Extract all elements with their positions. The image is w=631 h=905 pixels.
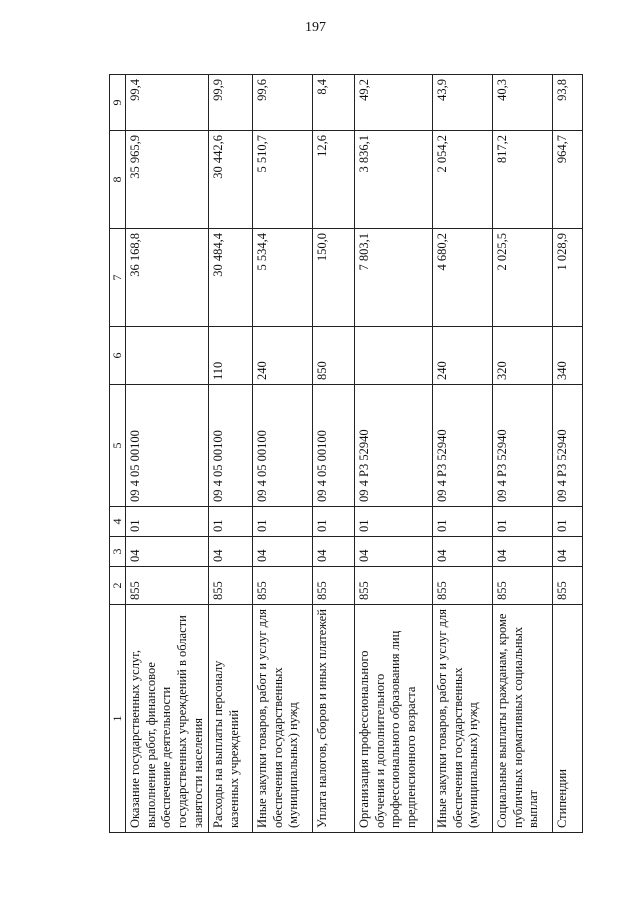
header-col-1: 1: [110, 605, 126, 833]
header-col-4: 4: [110, 507, 126, 537]
row-expense-type: 340: [553, 327, 583, 385]
row-target-code: 09 4 05 00100: [126, 385, 209, 507]
header-row: [110, 75, 126, 833]
table-row: [126, 75, 209, 833]
row-ministry-code: 855: [355, 567, 433, 605]
row-executed: 2 054,2: [433, 131, 493, 229]
row-ministry-code: 855: [126, 567, 209, 605]
row-executed: 3 836,1: [355, 131, 433, 229]
table-container: [109, 75, 583, 833]
row-ministry-code: 855: [433, 567, 493, 605]
row-target-code: 09 4 05 00100: [253, 385, 313, 507]
row-description: Уплата налогов, сборов и иных платежей: [313, 605, 355, 833]
row-section-code: 04: [493, 537, 553, 567]
header-col-5: 5: [110, 385, 126, 507]
row-planned: 7 803,1: [355, 229, 433, 327]
table-row: [209, 75, 253, 833]
row-executed: 817,2: [493, 131, 553, 229]
budget-table: [109, 74, 583, 833]
row-section-code: 04: [433, 537, 493, 567]
row-description: Социальные выплаты гражданам, кроме публичных нормативных социальных выплат: [493, 605, 553, 833]
row-target-code: 09 4 P3 52940: [355, 385, 433, 507]
row-subsection-code: 01: [493, 507, 553, 537]
row-planned: 30 484,4: [209, 229, 253, 327]
row-subsection-code: 01: [126, 507, 209, 537]
header-col-7: 7: [110, 229, 126, 327]
row-percent: 93,8: [553, 75, 583, 131]
row-section-code: 04: [355, 537, 433, 567]
row-percent: 8,4: [313, 75, 355, 131]
row-ministry-code: 855: [209, 567, 253, 605]
row-target-code: 09 4 05 00100: [209, 385, 253, 507]
row-section-code: 04: [126, 537, 209, 567]
table-row: [313, 75, 355, 833]
row-executed: 35 965,9: [126, 131, 209, 229]
row-expense-type: [126, 327, 209, 385]
row-ministry-code: 855: [253, 567, 313, 605]
row-target-code: 09 4 P3 52940: [493, 385, 553, 507]
table-row: [493, 75, 553, 833]
row-ministry-code: 855: [553, 567, 583, 605]
row-percent: 99,9: [209, 75, 253, 131]
header-col-2: 2: [110, 567, 126, 605]
row-description: Стипендии: [553, 605, 583, 833]
row-percent: 40,3: [493, 75, 553, 131]
table-row: [433, 75, 493, 833]
row-expense-type: 850: [313, 327, 355, 385]
header-col-8: 8: [110, 131, 126, 229]
row-subsection-code: 01: [313, 507, 355, 537]
row-section-code: 04: [209, 537, 253, 567]
row-planned: 1 028,9: [553, 229, 583, 327]
row-section-code: 04: [253, 537, 313, 567]
row-description: Организация профессионального обучения и дополнительного профессионального образования лиц предпенсионного возраста: [355, 605, 433, 833]
row-description: Иные закупки товаров, работ и услуг для обеспечения государственных (муниципальных) нужд: [253, 605, 313, 833]
row-expense-type: [355, 327, 433, 385]
row-expense-type: 240: [253, 327, 313, 385]
row-description: Оказание государственных услуг, выполнение работ, финансовое обеспечение деятельности государственных учреждений в области занятости населения: [126, 605, 209, 833]
row-target-code: 09 4 05 00100: [313, 385, 355, 507]
row-planned: 4 680,2: [433, 229, 493, 327]
row-subsection-code: 01: [355, 507, 433, 537]
header-col-9: 9: [110, 75, 126, 131]
row-section-code: 04: [313, 537, 355, 567]
row-planned: 36 168,8: [126, 229, 209, 327]
row-percent: 49,2: [355, 75, 433, 131]
row-planned: 2 025,5: [493, 229, 553, 327]
table-row: [553, 75, 583, 833]
page-number: 197: [305, 20, 326, 35]
header-col-3: 3: [110, 537, 126, 567]
row-description: Иные закупки товаров, работ и услуг для обеспечения государственных (муниципальных) нужд: [433, 605, 493, 833]
row-expense-type: 240: [433, 327, 493, 385]
row-percent: 43,9: [433, 75, 493, 131]
row-percent: 99,6: [253, 75, 313, 131]
table-row: [355, 75, 433, 833]
header-col-6: 6: [110, 327, 126, 385]
row-section-code: 04: [553, 537, 583, 567]
row-executed: 30 442,6: [209, 131, 253, 229]
row-description: Расходы на выплаты персоналу казенных учреждений: [209, 605, 253, 833]
row-subsection-code: 01: [433, 507, 493, 537]
row-target-code: 09 4 P3 52940: [553, 385, 583, 507]
row-target-code: 09 4 P3 52940: [433, 385, 493, 507]
row-expense-type: 320: [493, 327, 553, 385]
row-ministry-code: 855: [493, 567, 553, 605]
row-ministry-code: 855: [313, 567, 355, 605]
row-subsection-code: 01: [553, 507, 583, 537]
row-executed: 5 510,7: [253, 131, 313, 229]
row-planned: 150,0: [313, 229, 355, 327]
row-percent: 99,4: [126, 75, 209, 131]
row-subsection-code: 01: [253, 507, 313, 537]
table-row: [253, 75, 313, 833]
row-executed: 12,6: [313, 131, 355, 229]
row-planned: 5 534,4: [253, 229, 313, 327]
row-subsection-code: 01: [209, 507, 253, 537]
row-executed: 964,7: [553, 131, 583, 229]
row-expense-type: 110: [209, 327, 253, 385]
